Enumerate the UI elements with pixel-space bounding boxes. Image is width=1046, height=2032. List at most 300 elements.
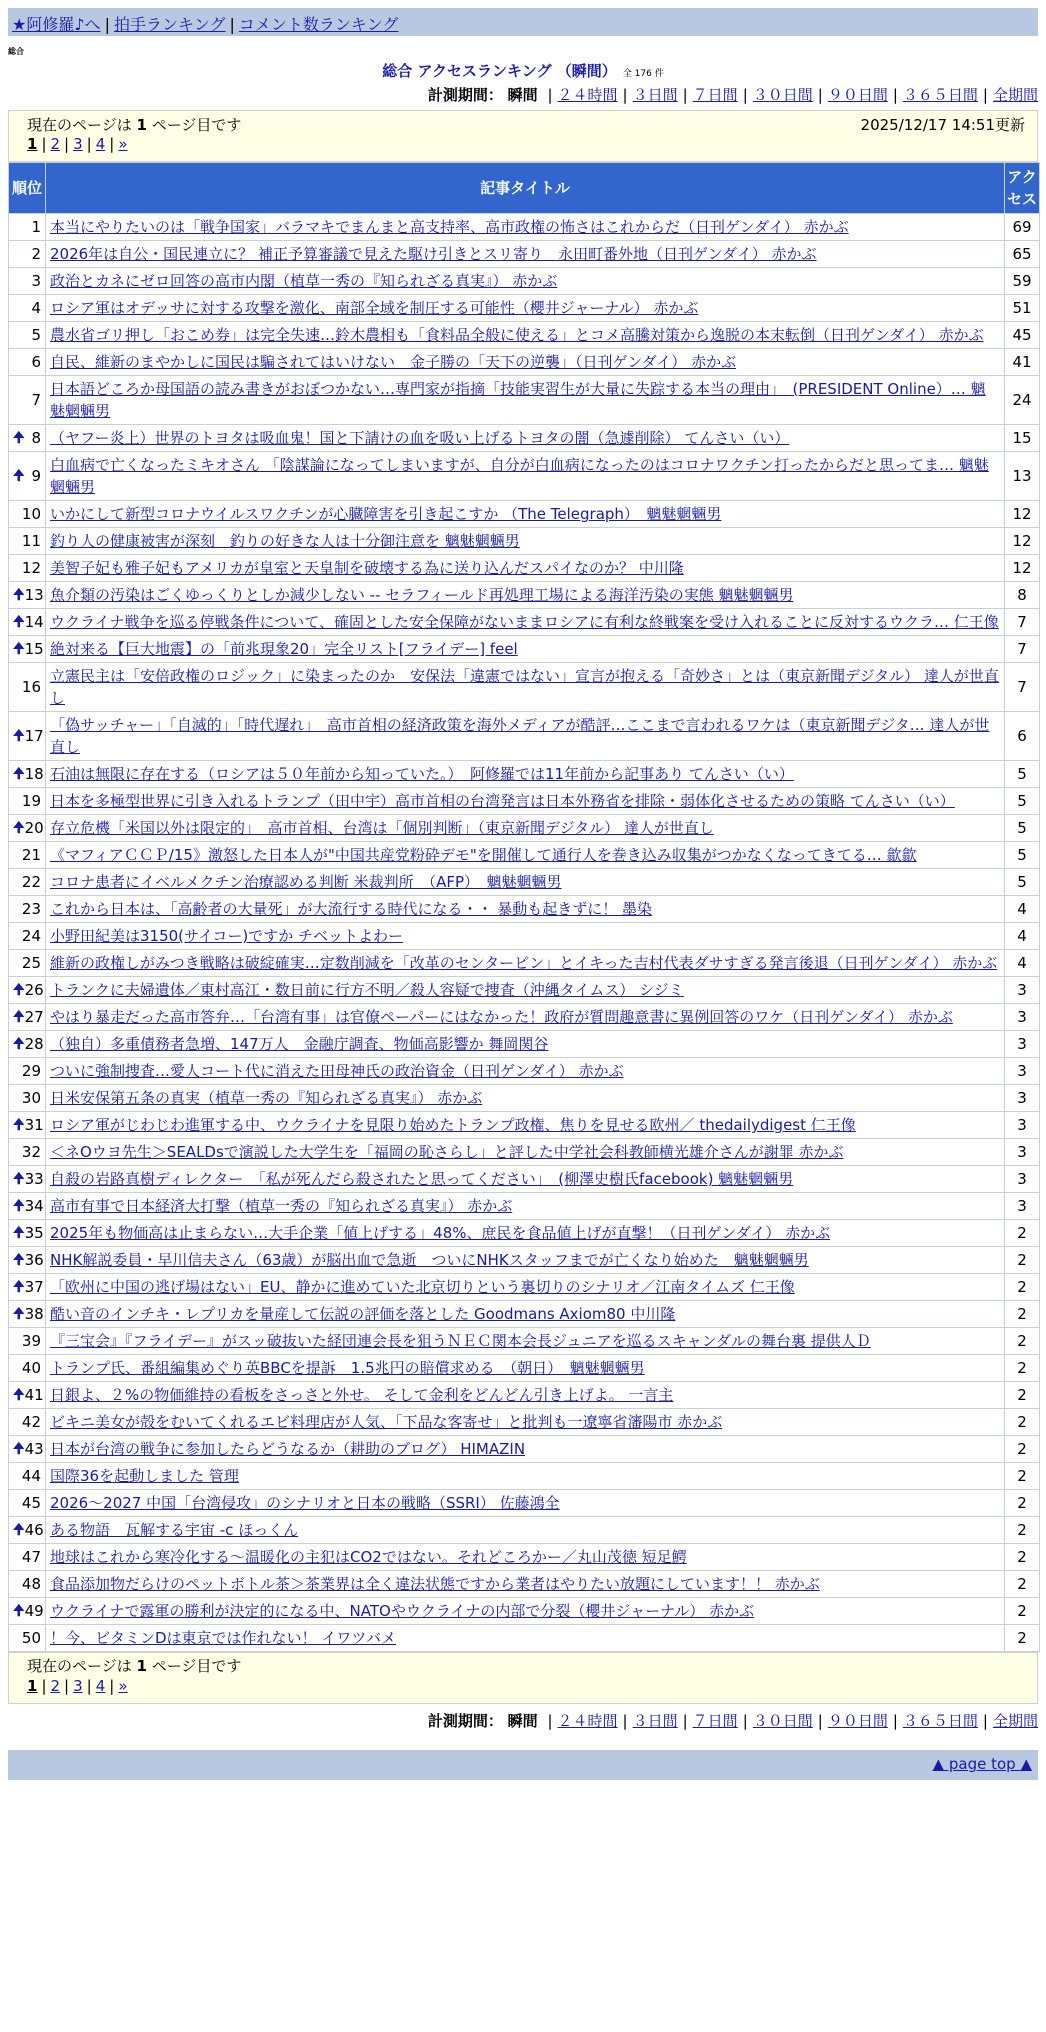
title-cell [46,1247,1004,1273]
title-cell [46,1598,1004,1624]
period-link[interactable]: ３日間 [632,86,678,104]
article-title-link[interactable]: 国際36を起動しました 管理 [50,1467,239,1485]
article-title-link[interactable]: 日米安保第五条の真実（植草一秀の『知られざる真実』） 赤かぶ [50,1089,483,1107]
rank-up-arrow-icon: 🠉 [13,1009,25,1025]
title-cell [46,663,1004,711]
article-title-link[interactable]: 2026～2027 中国「台湾侵攻」のシナリオと日本の戦略（SSRI） 佐藤鴻全 [50,1494,560,1512]
pager-separator: | [86,135,92,153]
rank-cell [9,923,45,949]
rank-cell [9,977,45,1003]
rank-up-arrow-icon: 🠉 [13,1441,25,1457]
access-count: 2 [1005,1274,1039,1300]
title-cell [46,1058,1004,1084]
table-row [9,977,1039,1003]
table-row [9,322,1039,348]
access-count: 3 [1005,1085,1039,1111]
rank-number: 24 [21,927,41,945]
article-title-link[interactable]: ロシア軍はオデッサに対する攻撃を激化、南部全域を制圧する可能性（櫻井ジャーナル） 赤かぶ [50,299,699,317]
rank-number: 46 [24,1521,44,1539]
title-cell [46,349,1004,375]
title-cell [46,1517,1004,1543]
article-title-link[interactable]: 白血病で亡くなったミキオさん 「陰謀論になってしまいますが、自分が白血病になったのはコロナワクチン打ったからだと思ってま… 魑魅魍魎男 [50,456,989,496]
article-title-link[interactable]: 石油は無限に存在する（ロシアは５０年前から知っていた。） 阿修羅では11年前から記事あり てんさい（い） [50,765,794,783]
period-selector-bottom [0,1710,1038,1732]
title-cell [46,1409,1004,1435]
rank-number: 47 [21,1548,41,1566]
nav-separator: | [104,15,110,34]
access-count: 3 [1005,1193,1039,1219]
table-row [9,555,1039,581]
rank-cell [9,425,45,451]
table-row [9,761,1039,787]
page-info-box-bottom [8,1652,1038,1704]
article-title-link[interactable]: 農水省ゴリ押し「おこめ券」は完全失速…鈴木農相も「食料品全般に使える」とコメ高騰対策から逸脱の本末転倒（日刊ゲンダイ） 赤かぶ [50,326,984,344]
rank-number: 10 [21,505,41,523]
access-count: 15 [1005,425,1039,451]
title-cell [46,1382,1004,1408]
rank-number: 34 [24,1197,44,1215]
rank-number: 20 [24,819,44,837]
rank-cell [9,636,45,662]
category-label: 総合 [8,47,24,56]
rank-number: 13 [24,586,44,604]
article-title-link[interactable]: ビキニ美女が殻をむいてくれるエビ料理店が人気、「下品な客寄せ」と批判も一遼寧省瀋陽市 赤かぶ [50,1413,723,1431]
article-title-link[interactable]: 立憲民主は「安倍政権のロジック」に染まったのか 安保法「違憲ではない」宣言が抱える「奇妙さ」とは（東京新聞デジタル） 達人が世直し [50,667,999,707]
title-cell [46,1139,1004,1165]
rank-cell [9,1436,45,1462]
access-count: 13 [1005,452,1039,500]
table-row [9,501,1039,527]
rank-cell [9,1058,45,1084]
article-title-link[interactable]: 高市有事で日本経済大打撃（植草一秀の『知られざる真実』） 赤かぶ [50,1197,513,1215]
table-row [9,1193,1039,1219]
article-title-link[interactable]: ウクライナで露軍の勝利が決定的になる中、NATOやウクライナの内部で分裂（櫻井ジャーナル） 赤かぶ [50,1602,755,1620]
article-title-link[interactable]: 美智子妃も雅子妃もアメリカが皇室と天皇制を破壊する為に送り込んだスパイなのか？ 中川隆 [50,559,684,577]
access-count: 2 [1005,1436,1039,1462]
table-row [9,950,1039,976]
article-title-link[interactable]: NHK解説委員・早川信夫さん（63歳）が脳出血で急逝 ついにNHKスタッフまでが亡くなり始めた 魑魅魍魎男 [50,1251,809,1269]
access-count: 7 [1005,636,1039,662]
rank-cell [9,268,45,294]
period-separator: | [982,1712,988,1730]
title-cell [46,712,1004,760]
article-title-link[interactable]: 食品添加物だらけのペットボトル茶＞茶業界は全く違法状態ですから業者はやりたい放題にしています！！ 赤かぶ [50,1575,820,1593]
article-title-link[interactable]: これから日本は、「高齢者の大量死」が大流行する時代になる・・ 暴動も起きずに！ 墨染 [50,900,653,918]
rank-up-arrow-icon: 🠉 [13,1603,25,1619]
rank-cell [9,609,45,635]
title-cell [46,528,1004,554]
title-cell [46,1571,1004,1597]
pager-current-page: 1 [27,1677,38,1695]
pager-page-link[interactable]: 3 [73,135,83,153]
access-count: 12 [1005,501,1039,527]
rank-up-arrow-icon: 🠉 [13,641,25,657]
rank-cell [9,528,45,554]
rank-number: 42 [21,1413,41,1431]
access-count: 24 [1005,376,1039,424]
table-row [9,1274,1039,1300]
rank-number: 39 [21,1332,41,1350]
access-count: 2 [1005,1490,1039,1516]
article-title-link[interactable]: やはり暴走だった高市答弁…「台湾有事」は官僚ペーパーにはなかった！政府が質問趣意書に異例回答のワケ（日刊ゲンダイ） 赤かぶ [50,1008,953,1026]
table-row [9,528,1039,554]
pager-current-page: 1 [27,135,38,153]
table-row [9,1625,1039,1651]
period-separator: | [982,86,988,104]
rank-up-arrow-icon: 🠉 [13,1198,25,1214]
access-count: 2 [1005,1382,1039,1408]
article-title-link[interactable]: コロナ患者にイベルメクチン治療認める判断 米裁判所 （AFP） 魑魅魍魎男 [50,873,562,891]
access-count: 12 [1005,528,1039,554]
access-count: 45 [1005,322,1039,348]
rank-cell [9,896,45,922]
article-title-link[interactable]: 本当にやりたいのは「戦争国家」バラマキでまんまと高支持率、高市政権の怖さはこれからだ（日刊ゲンダイ） 赤かぶ [50,218,849,236]
page-number: 1 [136,115,147,134]
article-title-link[interactable]: 維新の政権しがみつき戦略は破綻確実…定数削減を「改革のセンターピン」とイキった吉村代表ダサすぎる発言後退（日刊ゲンダイ） 赤かぶ [50,954,998,972]
access-count: 3 [1005,1058,1039,1084]
table-row [9,1004,1039,1030]
title-cell [46,1328,1004,1354]
access-count: 2 [1005,1517,1039,1543]
applause-ranking-link[interactable]: 拍手ランキング [113,15,226,34]
rank-cell [9,555,45,581]
rank-cell [9,712,45,760]
home-link[interactable]: ★阿修羅♪へ [12,15,101,34]
title-cell [46,977,1004,1003]
title-cell [46,1220,1004,1246]
table-row [9,1085,1039,1111]
period-separator: | [682,86,688,104]
rank-number: 11 [21,532,41,550]
article-title-link[interactable]: 日本語どころか母国語の読み書きがおぼつかない…専門家が指摘「技能実習生が大量に失踪する本当の理由」 (PRESIDENT Online）… 魑魅魍魎男 [50,380,986,420]
header-access: アクセス [1005,163,1039,213]
article-title-link[interactable]: ！今、ビタミンDは東京では作れない！ イワツバメ [50,1629,397,1647]
rank-number: 49 [24,1602,44,1620]
rank-number: 40 [21,1359,41,1377]
rank-cell [9,1220,45,1246]
article-title-link[interactable]: 絶対来る【巨大地震】の「前兆現象20」完全リスト[フライデー] feel [50,640,518,658]
article-title-link[interactable]: ＜ネOウヨ先生＞SEALDsで演説した大学生を「福岡の恥さらし」と評した中学社会科教師横光雄介さんが謝罪 赤かぶ [50,1143,844,1161]
updated-timestamp: 2025/12/17 14:51更新 [860,115,1025,134]
period-link[interactable]: 全期間 [992,1712,1038,1730]
page-info-box [8,110,1038,162]
table-row [9,268,1039,294]
table-row [9,712,1039,760]
title-cell [46,376,1004,424]
article-title-link[interactable]: いかにして新型コロナウイルスワクチンが心臓障害を引き起こすか （The Telegraph） 魑魅魍魎男 [50,505,722,523]
rank-up-arrow-icon: 🠉 [13,430,25,446]
pager-separator: | [64,1677,70,1695]
pager-separator: | [64,135,70,153]
access-count: 2 [1005,1301,1039,1327]
rank-up-arrow-icon: 🠉 [13,1036,25,1052]
rank-number: 50 [21,1629,41,1647]
period-link[interactable]: ２４時間 [557,1712,618,1730]
article-title-link[interactable]: 魚介類の汚染はごくゆっくりとしか減少しない -- セラフィールド再処理工場による海洋汚染の実態 魑魅魍魎男 [50,586,794,604]
article-title-link[interactable]: 「偽サッチャー」「自滅的」「時代遅れ」 高市首相の経済政策を海外メディアが酷評…ここまで言われるワケは（東京新聞デジタ… 達人が世直し [50,716,990,756]
rank-number: 16 [21,678,41,696]
rank-number: 29 [21,1062,41,1080]
table-row [9,1301,1039,1327]
title-cell [46,322,1004,348]
period-link[interactable]: ７日間 [692,86,738,104]
rank-cell [9,869,45,895]
rank-number: 15 [24,640,44,658]
rank-cell [9,1544,45,1570]
rank-number: 3 [31,272,41,290]
rank-cell [9,1517,45,1543]
title-cell [46,923,1004,949]
pager-bottom [27,1677,1025,1701]
table-header-row [9,163,1039,213]
ranking-title-line [0,60,1046,80]
rank-cell [9,1247,45,1273]
access-count: 4 [1005,896,1039,922]
article-title-link[interactable]: 『三宝会』『フライデー』がスッ破抜いた経団連会長を狙うＮＥＣ関本会長ジュニアを巡るスキャンダルの舞台裏 提供人Ｄ [50,1332,871,1350]
title-cell [46,582,1004,608]
pager-page-link[interactable]: 4 [95,135,106,153]
rank-number: 32 [21,1143,41,1161]
rank-cell [9,1328,45,1354]
table-row [9,295,1039,321]
access-count: 69 [1005,214,1039,240]
pager-page-link[interactable]: 2 [50,135,61,153]
article-title-link[interactable]: 《マフィアＣＣＰ/15》激怒した日本人が"中国共産党粉砕デモ"を開催して通行人を巻き込み収集がつかなくなってきてる… 歙歙 [50,846,917,864]
article-title-link[interactable]: ある物語 瓦解する宇宙 -c ほっくん [50,1521,299,1539]
page-info-text: 現在のページは 1 ページ目です [27,115,242,134]
rank-cell [9,1274,45,1300]
pager-separator: | [41,135,47,153]
article-title-link[interactable]: トランプ氏、番組編集めぐり英BBCを提訴 1.5兆円の賠償求める （朝日） 魑魅魍魎男 [50,1359,645,1377]
rank-cell [9,842,45,868]
rank-cell [9,1193,45,1219]
access-count: 3 [1005,977,1039,1003]
access-count: 2 [1005,1247,1039,1273]
table-row [9,349,1039,375]
header-title: 記事タイトル [46,163,1004,213]
table-row [9,636,1039,662]
title-cell [46,452,1004,500]
title-cell [46,950,1004,976]
access-count: 2 [1005,1355,1039,1381]
rank-number: 12 [21,559,41,577]
table-row [9,842,1039,868]
rank-number: 19 [21,792,41,810]
article-title-link[interactable]: ウクライナ戦争を巡る停戦条件について、確固とした安全保障がないままロシアに有利な終戦案を受け入れることに反対するウクラ… 仁王像 [50,613,999,631]
article-title-link[interactable]: 2026年は自公・国民連立に？ 補正予算審議で見えた駆け引きとスリ寄り 永田町番外地（日刊ゲンダイ） 赤かぶ [50,245,817,263]
rank-number: 38 [24,1305,44,1323]
rank-up-arrow-icon: 🠉 [13,468,25,484]
access-count: 2 [1005,1328,1039,1354]
rank-number: 18 [24,765,44,783]
rank-cell [9,1004,45,1030]
rank-up-arrow-icon: 🠉 [13,1522,25,1538]
rank-cell [9,1166,45,1192]
title-cell [46,501,1004,527]
article-title-link[interactable]: 酷い音のインチキ・レプリカを量産して伝説の評価を落とした Goodmans Axiom80 中川隆 [50,1305,676,1323]
period-separator: | [682,1712,688,1730]
rank-cell [9,241,45,267]
access-count: 59 [1005,268,1039,294]
rank-cell [9,663,45,711]
rank-number: 31 [24,1116,44,1134]
rank-cell [9,788,45,814]
rank-cell [9,1355,45,1381]
pager-next-link[interactable]: » [118,1677,128,1695]
rank-number: 25 [21,954,41,972]
period-link[interactable]: ２４時間 [557,86,618,104]
article-title-link[interactable]: （独自）多重債務者急増、147万人 金融庁調査、物価高影響か 舞岡関谷 [50,1035,549,1053]
rank-number: 26 [24,981,44,999]
period-link[interactable]: ３６５日間 [902,1712,978,1730]
article-title-link[interactable]: ロシア軍がじわじわ進軍する中、ウクライナを見限り始めたトランプ政権、焦りを見せる欧州／ thedailydigest 仁王像 [50,1116,856,1134]
pager-page-link[interactable]: 4 [95,1677,106,1695]
rank-number: 1 [31,218,41,236]
access-count: 3 [1005,1139,1039,1165]
rank-number: 22 [21,873,41,891]
article-title-link[interactable]: 自民、維新のまやかしに国民は騙されてはいけない 金子勝の「天下の逆襲」（日刊ゲンダイ） 赤かぶ [50,353,737,371]
rank-up-arrow-icon: 🠉 [13,820,25,836]
rank-up-arrow-icon: 🠉 [13,1171,25,1187]
title-cell [46,1355,1004,1381]
title-cell [46,1436,1004,1462]
article-title-link[interactable]: （ヤフー炎上）世界のトヨタは吸血鬼！国と下請けの血を吸い上げるトヨタの闇（急遽削除） てんさい（い） [50,429,790,447]
access-count: 5 [1005,842,1039,868]
article-title-link[interactable]: 政治とカネにゼロ回答の高市内閣（植草一秀の『知られざる真実』） 赤かぶ [50,272,558,290]
article-title-link[interactable]: 自殺の岩路真樹ディレクター 「私が死んだら殺されたと思ってください」 (柳澤史樹氏facebook) 魑魅魍魎男 [50,1170,794,1188]
access-count: 2 [1005,1220,1039,1246]
period-link[interactable]: 全期間 [992,86,1038,104]
access-count: 4 [1005,950,1039,976]
rank-cell [9,1571,45,1597]
title-cell [46,1085,1004,1111]
rank-number: 4 [31,299,41,317]
rank-cell [9,322,45,348]
rank-number: 2 [31,245,41,263]
rank-cell [9,582,45,608]
period-link[interactable]: ３日間 [632,1712,678,1730]
rank-cell [9,1112,45,1138]
rank-cell [9,501,45,527]
table-row [9,609,1039,635]
table-row [9,663,1039,711]
nav-separator: | [229,15,235,34]
rank-cell [9,1490,45,1516]
article-title-link[interactable]: 存立危機「米国以外は限定的」 高市首相、台湾は「個別判断」（東京新聞デジタル） 達人が世直し [50,819,714,837]
title-cell [46,1625,1004,1651]
pager-top [27,135,1025,159]
pager-separator: | [41,1677,47,1695]
table-row [9,1544,1039,1570]
table-row [9,425,1039,451]
access-count: 6 [1005,712,1039,760]
period-link[interactable]: ９０日間 [827,86,888,104]
access-count: 5 [1005,788,1039,814]
rank-cell [9,295,45,321]
article-title-link[interactable]: 日銀よ、２%の物価維持の看板をさっさと外せ。 そして金利をどんどん引き上げよ。 一言主 [50,1386,674,1404]
access-count: 4 [1005,923,1039,949]
rank-cell [9,349,45,375]
article-title-link[interactable]: 日本が台湾の戦争に参加したらどうなるか（耕助のブログ） HIMAZIN [50,1440,526,1458]
rank-cell [9,1625,45,1651]
table-row [9,241,1039,267]
rank-number: 21 [21,846,41,864]
rank-up-arrow-icon: 🠉 [13,728,25,744]
title-cell [46,1544,1004,1570]
rank-up-arrow-icon: 🠉 [13,1387,25,1403]
comment-ranking-link[interactable]: コメント数ランキング [238,15,399,34]
article-title-link[interactable]: 2025年も物価高は止まらない…大手企業「値上げする」48%、庶民を食品値上げが直撃！（日刊ゲンダイ） 赤かぶ [50,1224,831,1242]
total-count: 全 176 件 [622,69,664,79]
rank-number: 27 [24,1008,44,1026]
table-row [9,788,1039,814]
table-row [9,1166,1039,1192]
rank-up-arrow-icon: 🠉 [13,1306,25,1322]
period-link[interactable]: ３０日間 [752,1712,813,1730]
ranking-table [8,162,1040,1652]
table-row [9,815,1039,841]
article-title-link[interactable]: 釣り人の健康被害が深刻 釣りの好きな人は十分御注意を 魑魅魍魎男 [50,532,520,550]
top-nav-bar [8,8,1038,36]
table-row [9,869,1039,895]
ranking-title: 総合 アクセスランキング （瞬間） [382,62,617,80]
rank-cell [9,452,45,500]
period-link[interactable]: ９０日間 [827,1712,888,1730]
article-title-link[interactable]: ついに強制捜査…愛人コート代に消えた田母神氏の政治資金（日刊ゲンダイ） 赤かぶ [50,1062,624,1080]
article-title-link[interactable]: 地球はこれから寒冷化する～温暖化の主犯はCO2ではない。それどころかー／丸山茂徳 短足鰐 [50,1548,687,1566]
period-separator: | [547,1712,553,1730]
period-current: 瞬間 [507,1712,538,1730]
access-count: 3 [1005,1004,1039,1030]
rank-number: 8 [31,429,41,447]
table-row [9,1598,1039,1624]
rank-cell [9,815,45,841]
pager-next-link[interactable]: » [118,135,128,153]
rank-number: 41 [24,1386,44,1404]
period-link[interactable]: ３６５日間 [902,86,978,104]
access-count: 5 [1005,869,1039,895]
article-title-link[interactable]: トランクに夫婦遺体／東村高江・数日前に行方不明／殺人容疑で捜査（沖縄タイムス） シジミ [50,981,684,999]
title-cell [46,1112,1004,1138]
pager-page-link[interactable]: 3 [73,1677,83,1695]
header-rank: 順位 [9,163,45,213]
table-row [9,923,1039,949]
title-cell [46,1193,1004,1219]
period-link[interactable]: ３０日間 [752,86,813,104]
access-count: 7 [1005,609,1039,635]
period-label: 計測期間： [427,86,503,104]
rank-up-arrow-icon: 🠉 [13,587,25,603]
access-count: 5 [1005,761,1039,787]
article-title-link[interactable]: 小野田紀美は3150(サイコー)ですか チベットよわー [50,927,403,945]
title-cell [46,425,1004,451]
period-link[interactable]: ７日間 [692,1712,738,1730]
article-title-link[interactable]: 日本を多極型世界に引き入れるトランプ（田中宇）高市首相の台湾発言は日本外務省を排除・弱体化させるための策略 てんさい（い） [50,792,955,810]
table-row [9,452,1039,500]
access-count: 2 [1005,1571,1039,1597]
footer-bar [8,1750,1038,1780]
article-title-link[interactable]: 「欧州に中国の逃げ場はない」EU、静かに進めていた北京切りという裏切りのシナリオ／江南タイムズ 仁王像 [50,1278,795,1296]
table-row [9,582,1039,608]
rank-number: 48 [21,1575,41,1593]
table-row [9,1409,1039,1435]
page-top-link[interactable]: ▲ page top ▲ [932,1755,1032,1773]
period-separator: | [742,86,748,104]
pager-page-link[interactable]: 2 [50,1677,61,1695]
title-cell [46,761,1004,787]
rank-up-arrow-icon: 🠉 [13,1252,25,1268]
access-count: 3 [1005,1031,1039,1057]
